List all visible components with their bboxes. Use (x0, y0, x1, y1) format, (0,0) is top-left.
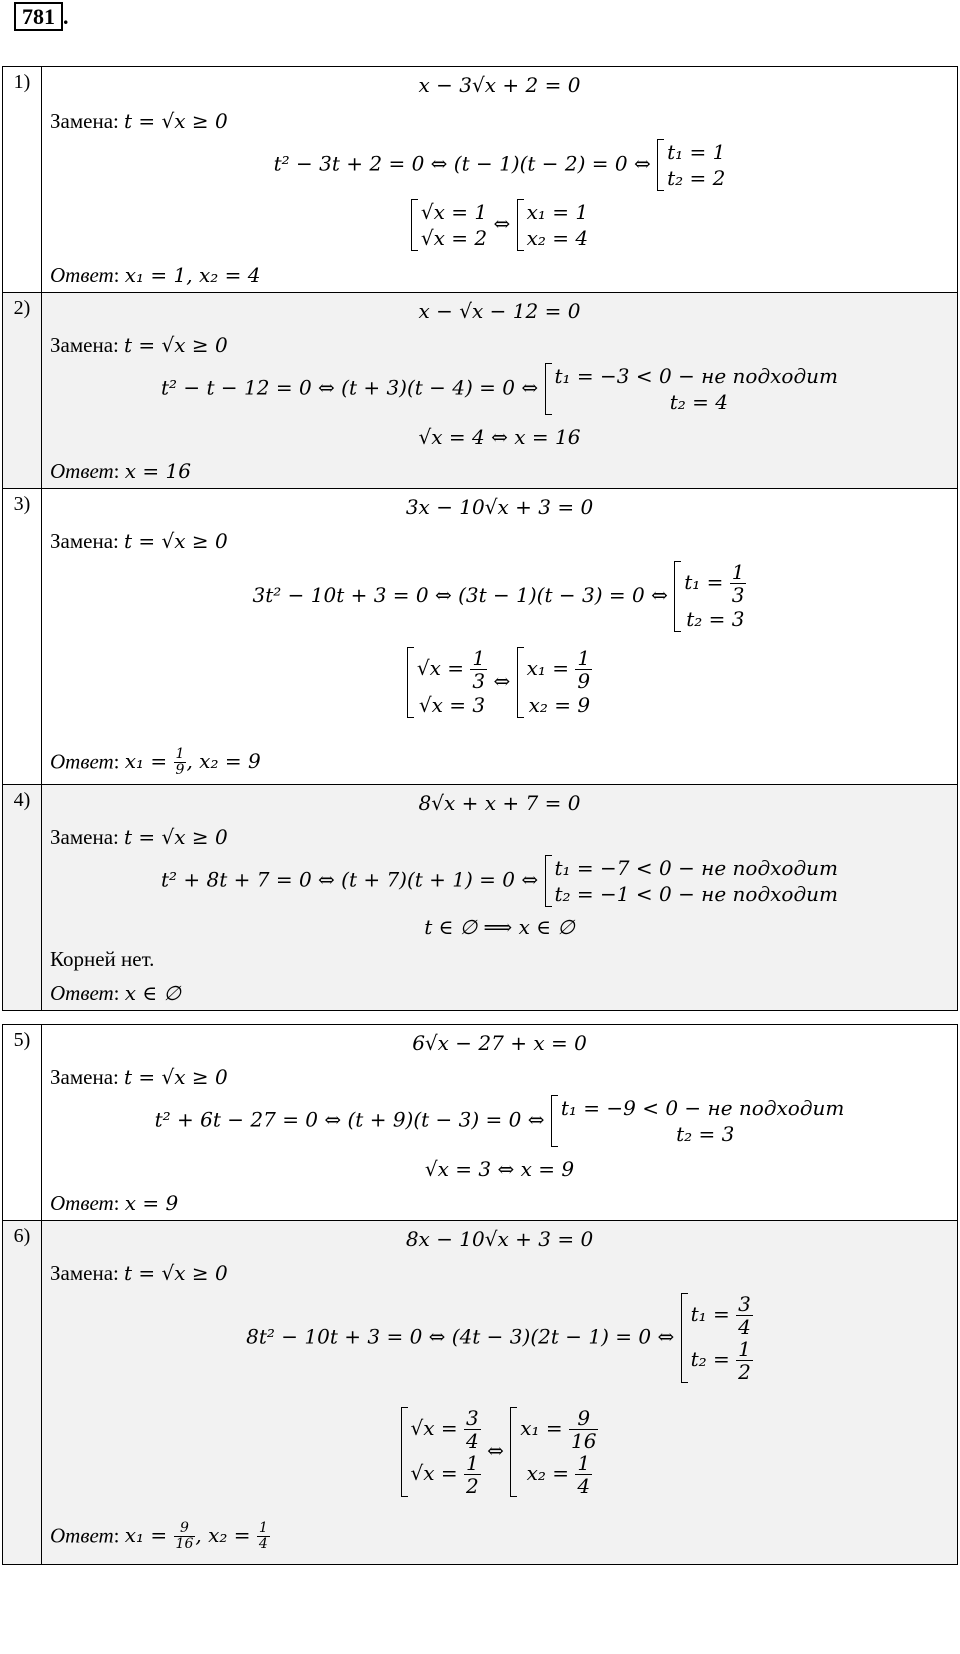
answer: Ответ: x₁ = $\frac{1}{9}$ , x₂ = 9 (50, 746, 261, 779)
final-step: t ∈ ∅ ⟹ x ∈ ∅ (424, 915, 575, 939)
answer: Ответ: x = 9 (50, 1191, 179, 1215)
equation: 8√x + x + 7 = 0 (418, 791, 581, 815)
problem-row-2 (3, 293, 958, 489)
substitution: Замена: t = √x ≥ 0 (50, 825, 228, 849)
solutions-table-2 (2, 1024, 958, 1565)
quadratic-step: t² + 8t + 7 = 0 ⇔ (t + 7)(t + 1) = 0 ⇔ t₁ = −7 < 0 − не подходит t₂ = −1 < 0 − не подходит (160, 856, 838, 906)
problem-number: 5) (3, 1025, 42, 1221)
quadratic-step: 8t² − 10t + 3 = 0 ⇔ (4t − 3)(2t − 1) = 0 ⇔ t₁ = $\frac{3}{4}$ t₂ = $\frac{1}{2}$ (246, 1292, 751, 1384)
back-substitution: √x = $\frac{1}{3}$ √x = 3 ⇔ x₁ = $\frac{1}{9}$ x₂ = 9 (42, 647, 957, 718)
answer: Ответ: x₁ = $\frac{9}{16}$ , x₂ = $\frac{1}{4}$ (50, 1520, 268, 1553)
quadratic-step: t² − 3t + 2 = 0 ⇔ (t − 1)(t − 2) = 0 ⇔ t₁ = 1 t₂ = 2 (273, 140, 726, 190)
answer: Ответ: x₁ = 1, x₂ = 4 (50, 263, 261, 287)
equation: 3x − 10√x + 3 = 0 (405, 495, 594, 519)
roots-system: t₁ = −3 < 0 − не подходит t₂ = 4 (545, 363, 839, 415)
problem-row-5 (3, 1025, 958, 1221)
problem-number: 6) (3, 1221, 42, 1565)
problem-number: 4) (3, 785, 42, 1011)
problem-number: 1) (3, 67, 42, 293)
problem-row-1 (3, 67, 958, 293)
problem-body (42, 1025, 958, 1221)
final-step: √x = 4 ⇔ x = 16 (418, 425, 581, 449)
quadratic-step: t² − t − 12 = 0 ⇔ (t + 3)(t − 4) = 0 ⇔ t₁ = −3 < 0 − не подходит t₂ = 4 (160, 364, 838, 414)
final-step: √x = 3 ⇔ x = 9 (424, 1157, 575, 1181)
substitution: Замена: t = √x ≥ 0 (50, 1261, 228, 1285)
solutions-table-1 (2, 66, 958, 1011)
quadratic-step: t² + 6t − 27 = 0 ⇔ (t + 9)(t − 3) = 0 ⇔ t₁ = −9 < 0 − не подходит t₂ = 3 (154, 1096, 845, 1146)
problem-row-4 (3, 785, 958, 1011)
substitution: Замена: t = √x ≥ 0 (50, 333, 228, 357)
roots-system: t₁ = $\frac{1}{3}$ t₂ = 3 (674, 561, 746, 632)
back-substitution: √x = 1 √x = 2 ⇔ x₁ = 1 x₂ = 4 (42, 199, 957, 251)
substitution: Замена: t = √x ≥ 0 (50, 109, 228, 133)
equation: x − √x − 12 = 0 (418, 299, 581, 323)
problem-body (42, 293, 958, 489)
quadratic-step: 3t² − 10t + 3 = 0 ⇔ (3t − 1)(t − 3) = 0 ⇔ t₁ = $\frac{1}{3}$ t₂ = 3 (252, 560, 745, 631)
problem-body (42, 785, 958, 1011)
problem-row-3 (3, 489, 958, 785)
answer: Ответ: x ∈ ∅ (50, 981, 181, 1005)
roots-system: t₁ = −7 < 0 − не подходит t₂ = −1 < 0 − не подходит (545, 855, 839, 907)
problem-number: 2) (3, 293, 42, 489)
substitution: Замена: t = √x ≥ 0 (50, 1065, 228, 1089)
roots-system: t₁ = −9 < 0 − не подходит t₂ = 3 (551, 1095, 845, 1147)
no-roots-note: Корней нет. (50, 947, 155, 971)
problem-number: 3) (3, 489, 42, 785)
problem-body (42, 1221, 958, 1565)
roots-system: t₁ = 1 t₂ = 2 (657, 139, 725, 191)
task-number-box: 781 (14, 2, 63, 31)
task-number: 781 . (14, 4, 69, 30)
back-substitution: √x = $\frac{3}{4}$ √x = $\frac{1}{2}$ ⇔ x₁ = $\frac{9}{16}$ x₂ = $\frac{1}{4}$ (42, 1407, 957, 1497)
problem-body (42, 489, 958, 785)
substitution: Замена: t = √x ≥ 0 (50, 529, 228, 553)
equation: x − 3√x + 2 = 0 (418, 73, 581, 97)
equation: 8x − 10√x + 3 = 0 (405, 1227, 594, 1251)
answer: Ответ: x = 16 (50, 459, 191, 483)
problem-row-6 (3, 1221, 958, 1565)
equation: 6√x − 27 + x = 0 (412, 1031, 587, 1055)
problem-body (42, 67, 958, 293)
roots-system: t₁ = $\frac{3}{4}$ t₂ = $\frac{1}{2}$ (681, 1293, 753, 1383)
